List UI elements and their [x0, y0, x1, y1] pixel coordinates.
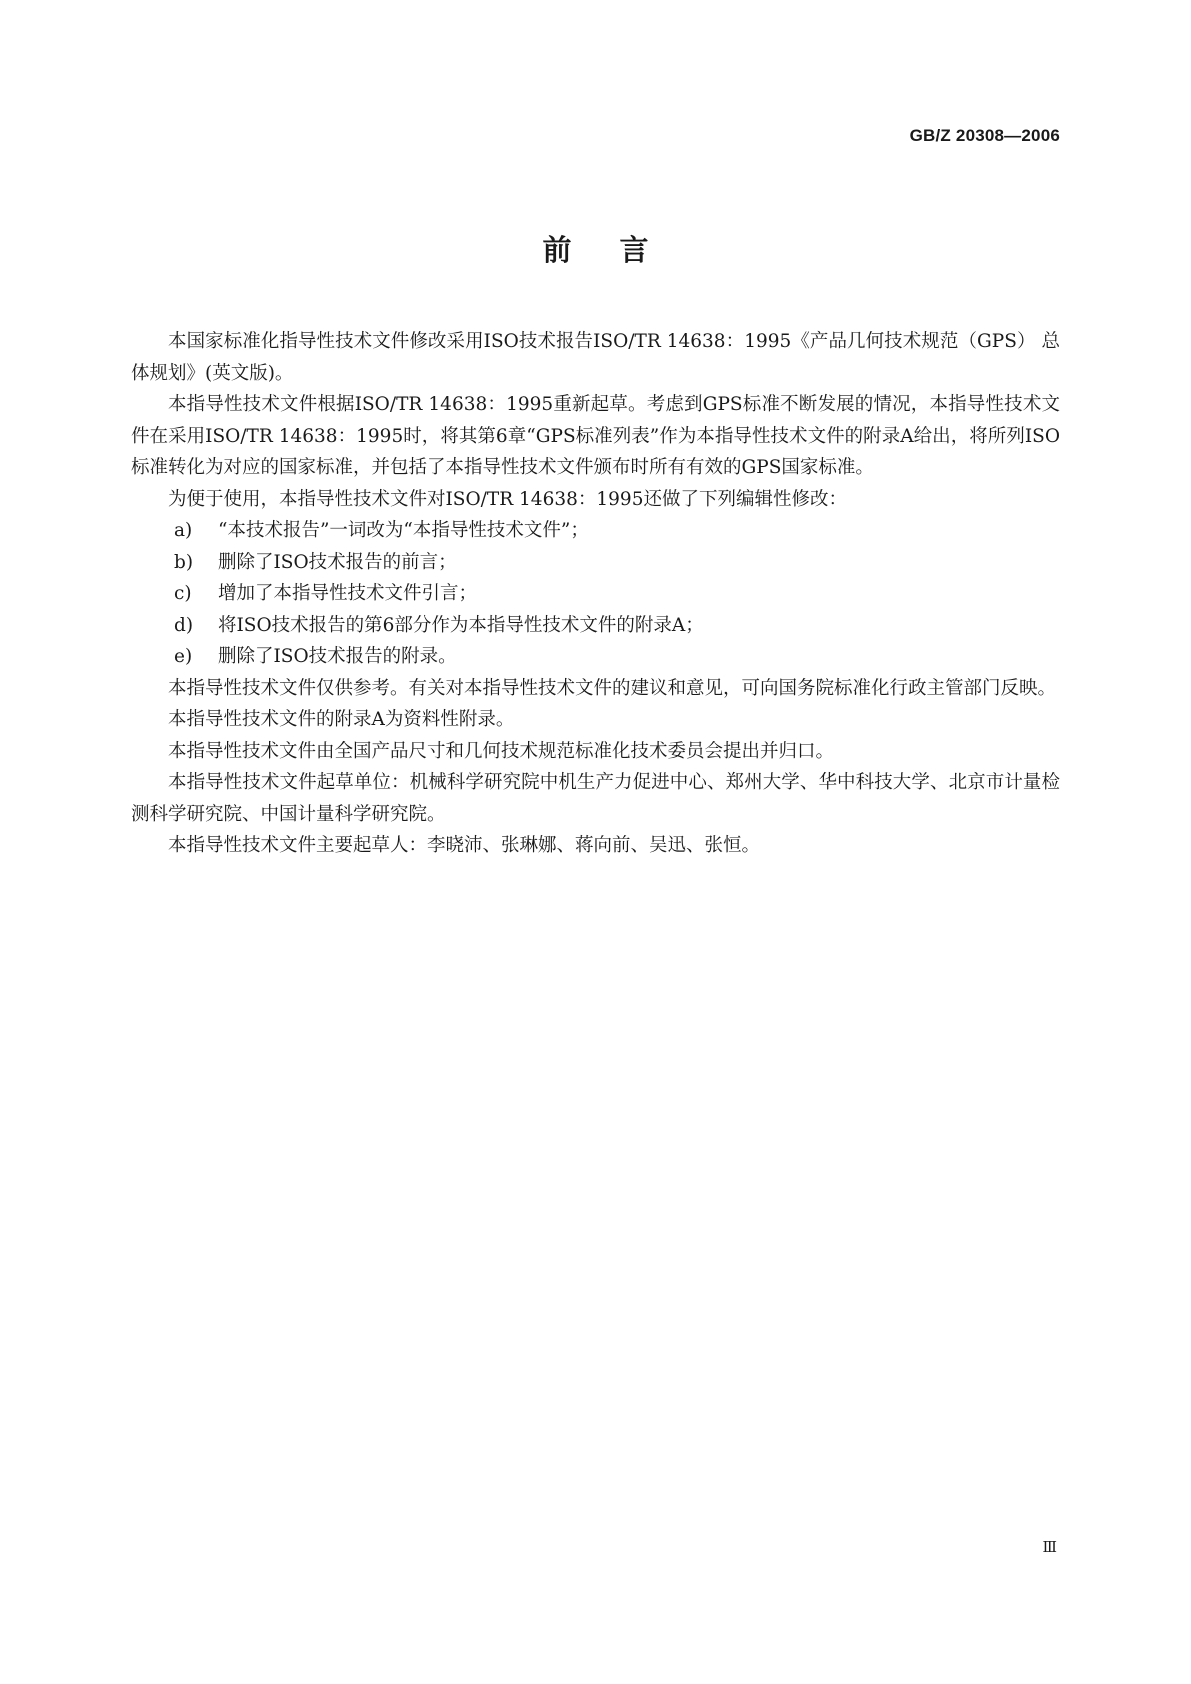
- list-item-mark: b): [174, 551, 194, 573]
- list-item-text: “本技术报告”一词改为“本指导性技术文件”；: [218, 520, 589, 541]
- list-item: [131, 578, 1060, 610]
- list-item: [131, 610, 1060, 642]
- foreword-body: [131, 326, 1060, 862]
- page-title: 前言: [542, 233, 697, 267]
- list-item-mark: d): [174, 614, 194, 636]
- paragraph: 本指导性技术文件的附录A为资料性附录。: [168, 709, 515, 730]
- list-item-text: 删除了ISO技术报告的前言；: [218, 551, 457, 573]
- paragraph: 本指导性技术文件主要起草人：李晓沛、张琳娜、蒋向前、吴迅、张恒。: [168, 835, 761, 856]
- list-item-text: 将ISO技术报告的第6部分作为本指导性技术文件的附录A；: [218, 614, 704, 636]
- paragraph: 为便于使用，本指导性技术文件对ISO/TR 14638：1995还做了下列编辑性修改：: [168, 488, 847, 510]
- list-item-text: 增加了本指导性技术文件引言；: [218, 583, 478, 604]
- page-number: Ⅲ: [1042, 1538, 1057, 1556]
- list-item-mark: e): [174, 646, 193, 667]
- paragraph: 本国家标准化指导性技术文件修改采用ISO技术报告ISO/TR 14638：1995《产品几何技术规范（GPS） 总体规划》(英文版)。: [131, 331, 1060, 384]
- paragraph: 本指导性技术文件起草单位：机械科学研究院中机生产力促进中心、郑州大学、华中科技大学、北京市计量检测科学研究院、中国计量科学研究院。: [131, 772, 1060, 825]
- paragraph: 本指导性技术文件仅供参考。有关对本指导性技术文件的建议和意见，可向国务院标准化行政主管部门反映。: [168, 677, 1057, 699]
- paragraph: 本指导性技术文件根据ISO/TR 14638：1995重新起草。考虑到GPS标准不断发展的情况，本指导性技术文件在采用ISO/TR 14638：1995时，将其第6章“GPS标准列表”作为本指导性技术文件的附录A给出，将所列ISO标准转化为对应的国家标准，并包括了本指导性技术文件颁布时所有有效的GPS国家标准。: [131, 394, 1060, 478]
- list-item: [131, 515, 1060, 547]
- list-item-mark: c): [174, 583, 192, 604]
- list-item-text: 删除了ISO技术报告的附录。: [218, 646, 457, 667]
- list-item-mark: a): [174, 520, 193, 541]
- list-item: [131, 641, 1060, 673]
- document-code: GB/Z 20308—2006: [909, 126, 1060, 145]
- paragraph: 本指导性技术文件由全国产品尺寸和几何技术规范标准化技术委员会提出并归口。: [168, 740, 835, 762]
- list-item: [131, 547, 1060, 579]
